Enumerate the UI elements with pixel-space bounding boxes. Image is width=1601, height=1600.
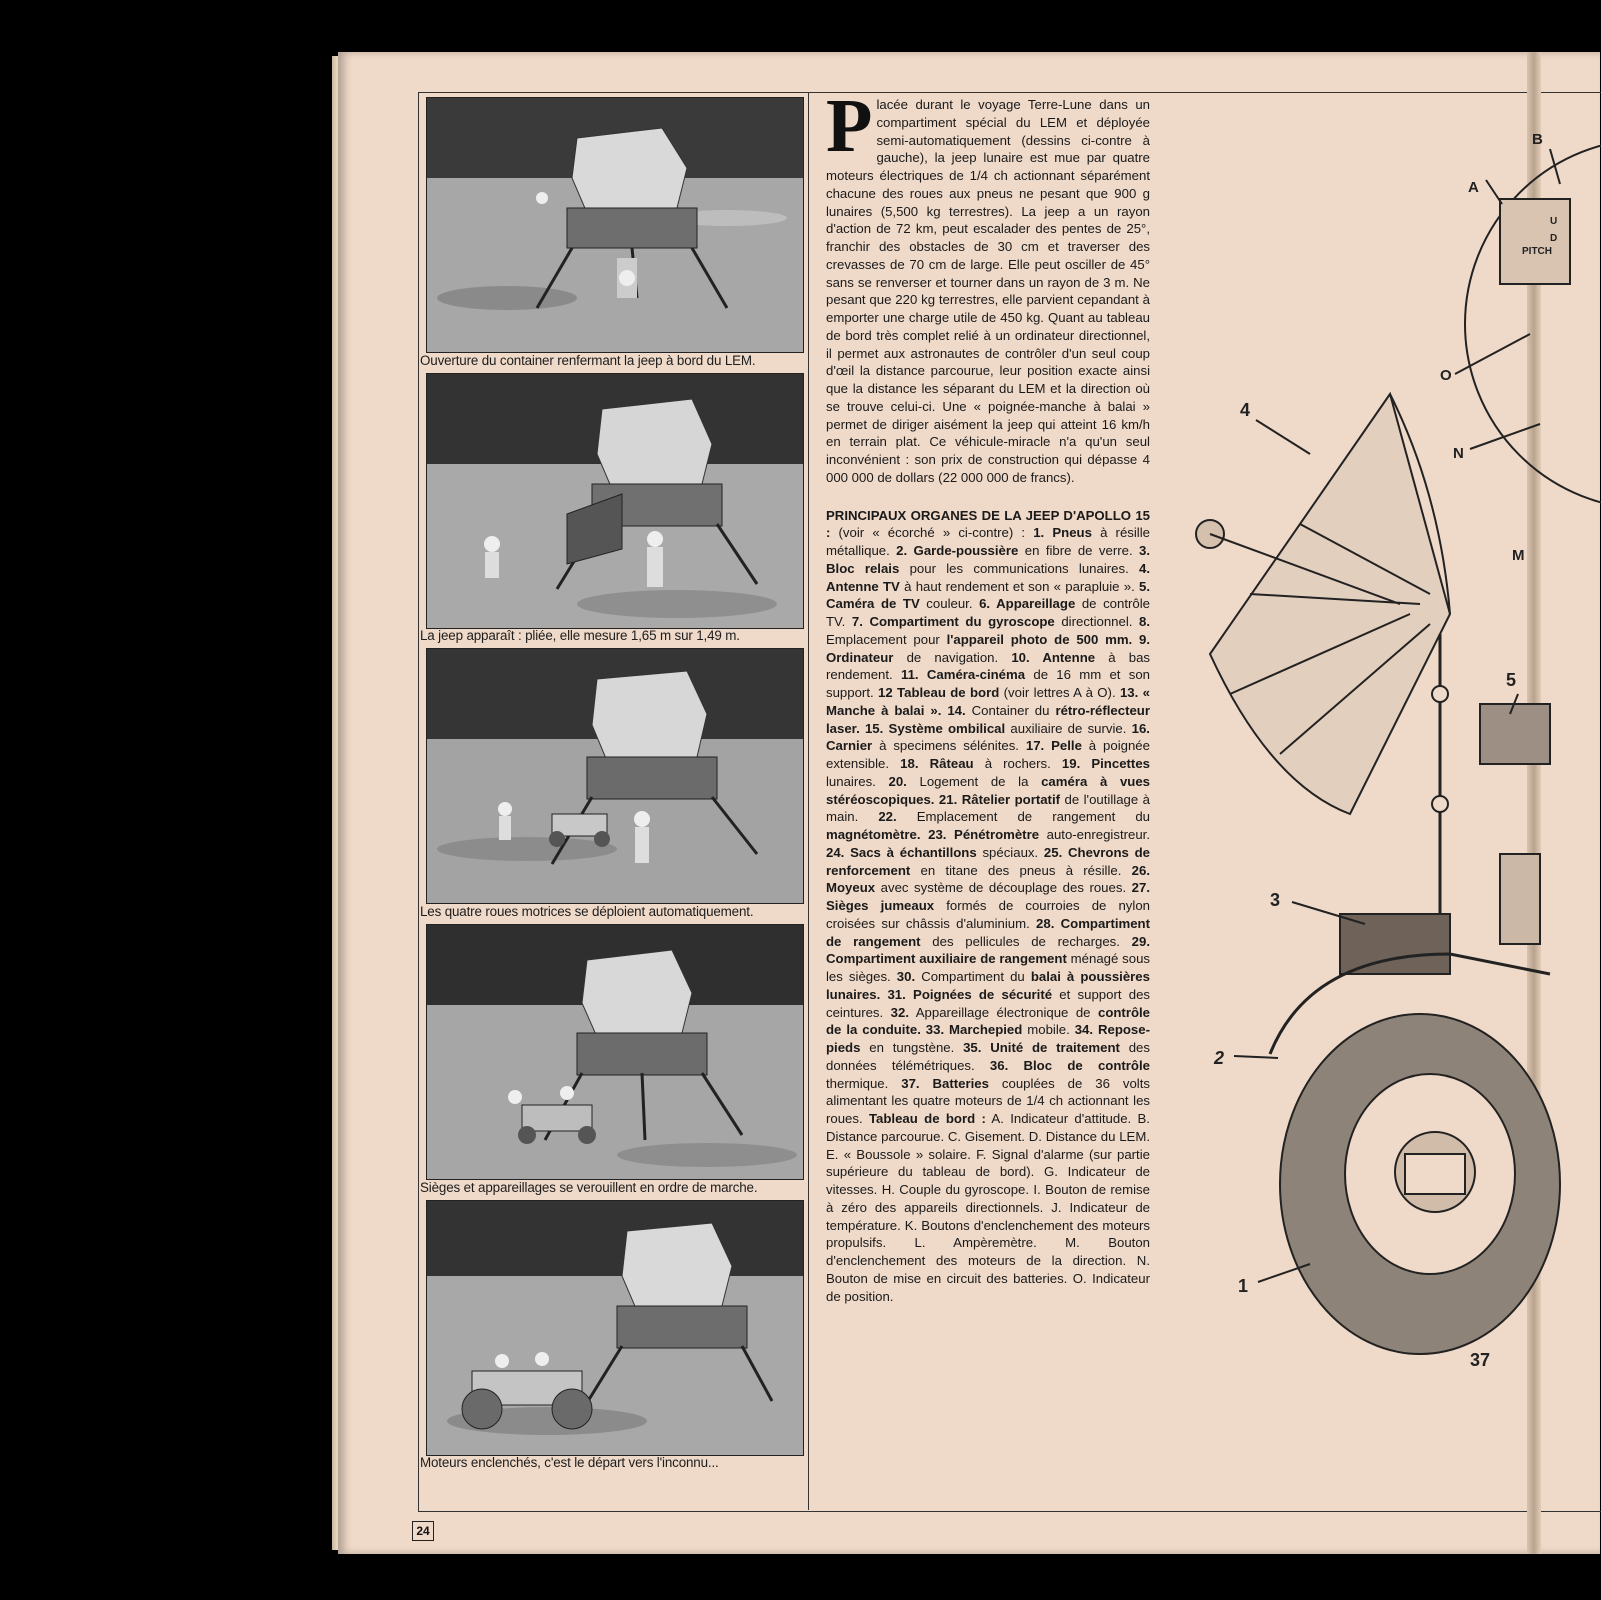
spec-item-term: 36. Bloc de contrôle <box>989 1057 1150 1073</box>
caption-2: La jeep apparaît : pliée, elle mesure 1,65 m sur 1,49 m. <box>420 628 740 643</box>
caption-5: Moteurs enclenchés, c'est le départ vers l'inconnu... <box>420 1455 719 1470</box>
spec-item-term: 11. Caméra-cinéma <box>900 667 1026 683</box>
spec-item-term: 18. Râteau <box>900 756 974 771</box>
spec-item-term: 35. Unité de traitement <box>963 1040 1120 1055</box>
spec-item-term: 32. <box>890 1004 909 1020</box>
spec-item-desc: formés de courroies de nylon croisées sur châssis d'aluminium. <box>826 898 1150 931</box>
spec-item-term: 34. Repose-pieds <box>826 1022 1150 1055</box>
spec-item-desc: en tungstène. <box>860 1040 964 1055</box>
label-37: 37 <box>1470 1350 1491 1370</box>
spec-item-desc: Logement de la <box>906 773 1042 789</box>
tv-camera <box>1480 704 1550 764</box>
spec-item-term: 27. Sièges jumeaux <box>826 880 1150 913</box>
spec-item-term: 29. Compartiment auxiliaire de rangement <box>826 933 1150 967</box>
spec-item-term: balai à poussières lunaires. 31. Poignées de sécurité <box>826 969 1150 1002</box>
spec-item-desc: Emplacement de rangement du <box>896 809 1150 825</box>
spec-item-desc: à haut rendement et son « parapluie ». <box>899 578 1140 594</box>
label-5: 5 <box>1506 670 1517 690</box>
spec-item-desc: de navigation. <box>893 649 1012 665</box>
spec-item-desc: de contrôle TV. <box>826 596 1150 629</box>
spec-item-term: 24. Sacs à échantillons <box>826 844 977 860</box>
dashboard-panel <box>1500 199 1570 284</box>
spec-item-term: 5. Caméra de TV <box>826 578 1151 612</box>
spec-item-term: 4. Antenne TV <box>826 560 1150 594</box>
spec-item-desc: couleur. <box>919 596 980 612</box>
spec-item-desc: couplées de 36 volts alimentant les quatre moteurs de 1/4 ch actionnant les roues. <box>826 1075 1150 1126</box>
spec-item-term: 20. <box>888 773 907 789</box>
column-rule <box>808 92 809 1510</box>
label-o: O <box>1440 367 1452 384</box>
spec-item-term: 12 Tableau de bord <box>878 685 1000 700</box>
label-2: 2 <box>1214 1048 1225 1068</box>
spec-item-term: 8. <box>1139 614 1151 629</box>
panel-text-u: U <box>1550 216 1558 227</box>
spec-item-desc: à résille métallique. <box>826 525 1150 558</box>
page-number: 24 <box>412 1521 434 1541</box>
panel-text-d: D <box>1550 233 1558 244</box>
label-n: N <box>1453 445 1464 462</box>
panel-text-pitch: PITCH <box>1522 246 1552 257</box>
spec-item-term: 30. <box>896 969 916 984</box>
illustration-4 <box>426 924 804 1180</box>
spec-item-desc: à poignée extensible. <box>826 738 1150 771</box>
caption-4: Sièges et appareillages se verouillent en ordre de marche. <box>420 1180 758 1195</box>
spec-item-term: 17. Pelle <box>1025 738 1082 754</box>
illustration-1 <box>426 97 804 353</box>
spec-item-desc: à rochers. <box>973 756 1062 771</box>
spec-item-desc: en titane des pneus à résille. <box>910 862 1132 878</box>
spec-item-desc: des pellicules de recharges. <box>920 933 1132 949</box>
label-m: M <box>1512 547 1525 564</box>
spec-item-term: 13. « Manche à balai ». 14. <box>826 685 1150 718</box>
spec-item-desc: Appareillage électronique de <box>909 1004 1098 1020</box>
intro-paragraph <box>826 84 1150 487</box>
spec-item-term: 1. Pneus <box>1033 525 1092 541</box>
spec-item-term: 25. Chevrons de renforcement <box>826 844 1150 878</box>
spec-item-desc: spéciaux. <box>976 844 1044 860</box>
spec-item-desc: ménagé sous les sièges. <box>826 951 1150 984</box>
spec-item-desc: (voir lettres A à O). <box>999 685 1120 700</box>
relay-block <box>1340 914 1450 974</box>
caption-3: Les quatre roues motrices se déploient automatiquement. <box>420 904 754 919</box>
illustration-5 <box>426 1200 804 1456</box>
spec-item-term: 3. Bloc relais <box>826 543 1150 576</box>
spec-item-term: 2. Garde-poussière <box>896 543 1019 558</box>
spec-item-term: 22. <box>878 809 897 825</box>
intro-text: lacée durant le voyage Terre-Lune dans un compartiment spécial du LEM et déployée semi-automatiquement (dessins ci-contre à gauche), la jeep lunaire est mue par quatre moteurs électriques de 1/4 ch actionnant séparément chacune des roues aux pneus ne pesant que 900 g lunaires (5,500 kg terrestres). La jeep a un rayon d'action de 72 km, peut escalader des pentes de 25°, franchir des obstacles de 30 cm et traverser des crevasses de 70 cm de large. Elle peut osciller de 45° sans se renverser et tourner dans un rayon de 3 m. Ne pesant que 220 kg terrestres, elle parvient cepandant à emporter une charge utile de 450 kg. Quant au tableau de bord très complet relié à un ordinateur directionnel, il permet aux astronautes de contrôler d'un seul coup d'œil la distance parcourue, leur position exacte ainsi que la distance les séparant du LEM et la direction où se trouve celui-ci. Une « poignée-manche à balai » permet de diriger aisément la jeep qui atteint 16 km/h en terrain plat. Ce véhicule-miracle n'a qu'un seul inconvénient : son prix de construction qui dépasse 4 000 000 de dollars (22 000 000 de francs). <box>826 97 1150 485</box>
spec-item-term: 37. Batteries <box>901 1075 989 1091</box>
spec-item-term: 16. Carnier <box>826 720 1150 754</box>
spec-item-desc: lunaires. <box>826 773 889 789</box>
illustration-2 <box>426 373 804 629</box>
spec-item-term: l'appareil photo de 500 mm. 9. Ordinateur <box>826 631 1150 665</box>
label-4: 4 <box>1240 400 1251 420</box>
spec-item-term: 28. Compartiment de rangement <box>826 915 1151 949</box>
spec-item-term: magnétomètre. 23. Pénétromètre <box>826 827 1040 842</box>
spec-item-desc: Emplacement pour <box>826 631 947 647</box>
illustration-3 <box>426 648 804 904</box>
specs-paragraph <box>826 507 1150 1306</box>
spec-item-desc: directionnel. <box>1054 614 1140 629</box>
spec-item-term: rétro-réflecteur laser. 15. Système ombilical <box>826 702 1150 736</box>
spec-item-desc: Compartiment du <box>915 969 1031 984</box>
spec-item-term: Tableau de bord : <box>868 1111 986 1126</box>
spec-item-desc: Container du <box>965 702 1056 718</box>
spec-item-desc: des données télémétriques. <box>826 1040 1150 1073</box>
spec-item-desc: de l'outillage à main. <box>826 791 1150 825</box>
spec-item-desc: et support des ceintures. <box>826 986 1150 1020</box>
spec-item-term: contrôle de la conduite. 33. Marchepied <box>826 1004 1151 1038</box>
spec-item-desc: à bas rendement. <box>826 649 1150 683</box>
spec-item-desc: thermique. <box>826 1075 902 1091</box>
spec-item-term: 6. Appareillage <box>979 596 1076 612</box>
rover-diagram <box>1150 94 1558 1508</box>
spec-item-desc: à specimens sélénites. <box>872 738 1026 754</box>
specs-heading: PRINCIPAUX ORGANES DE LA JEEP D'APOLLO 15 : <box>826 507 1150 541</box>
drop-cap: P <box>826 84 873 168</box>
spec-item-desc: avec système de découplage des roues. <box>875 880 1132 896</box>
label-1: 1 <box>1238 1276 1249 1296</box>
spec-item-desc: auto-enregistreur. <box>1039 827 1150 842</box>
specs-heading-tail: (voir « écorché » ci-contre) : <box>830 525 1034 541</box>
caption-1: Ouverture du container renfermant la jeep à bord du LEM. <box>420 353 756 368</box>
label-3: 3 <box>1270 890 1281 910</box>
spec-item-term: caméra à vues stéréoscopiques. 21. Râtelier portatif <box>826 773 1151 807</box>
spec-item-term: 26. Moyeux <box>826 862 1150 896</box>
label-a: A <box>1468 179 1479 196</box>
spec-item-term: 7. Compartiment du gyroscope <box>851 614 1055 629</box>
spec-item-desc: de 16 mm et son support. <box>826 667 1151 700</box>
spec-item-desc: A. Indicateur d'attitude. B. Distance parcourue. C. Gisement. D. Distance du LEM. E. « Boussole » solaire. F. Signal d'alarme (sur partie supérieure du tableau de bord). G. Indicateur de vitesses. H. Couple du gyroscope. I. Bouton de remise à zéro des appareils directionnels. J. Indicateur de température. K. Boutons d'enclenchement des moteurs propulsifs. L. Ampèremètre. M. Bouton d'enclenchement des moteurs de la direction. N. Bouton de mise en circuit des batteries. O. Indicateur de position. <box>826 1111 1150 1304</box>
spec-item-term: 10. Antenne <box>1011 649 1096 665</box>
spec-item-desc: auxiliaire de survie. <box>1005 720 1132 736</box>
spec-item-desc: mobile. <box>1022 1022 1075 1038</box>
spec-item-desc: en fibre de verre. <box>1018 543 1139 558</box>
article-column <box>826 84 1151 1318</box>
label-b: B <box>1532 131 1543 148</box>
spec-item-term: 19. Pincettes <box>1061 756 1150 771</box>
spec-item-desc: pour les communications lunaires. <box>899 560 1139 576</box>
